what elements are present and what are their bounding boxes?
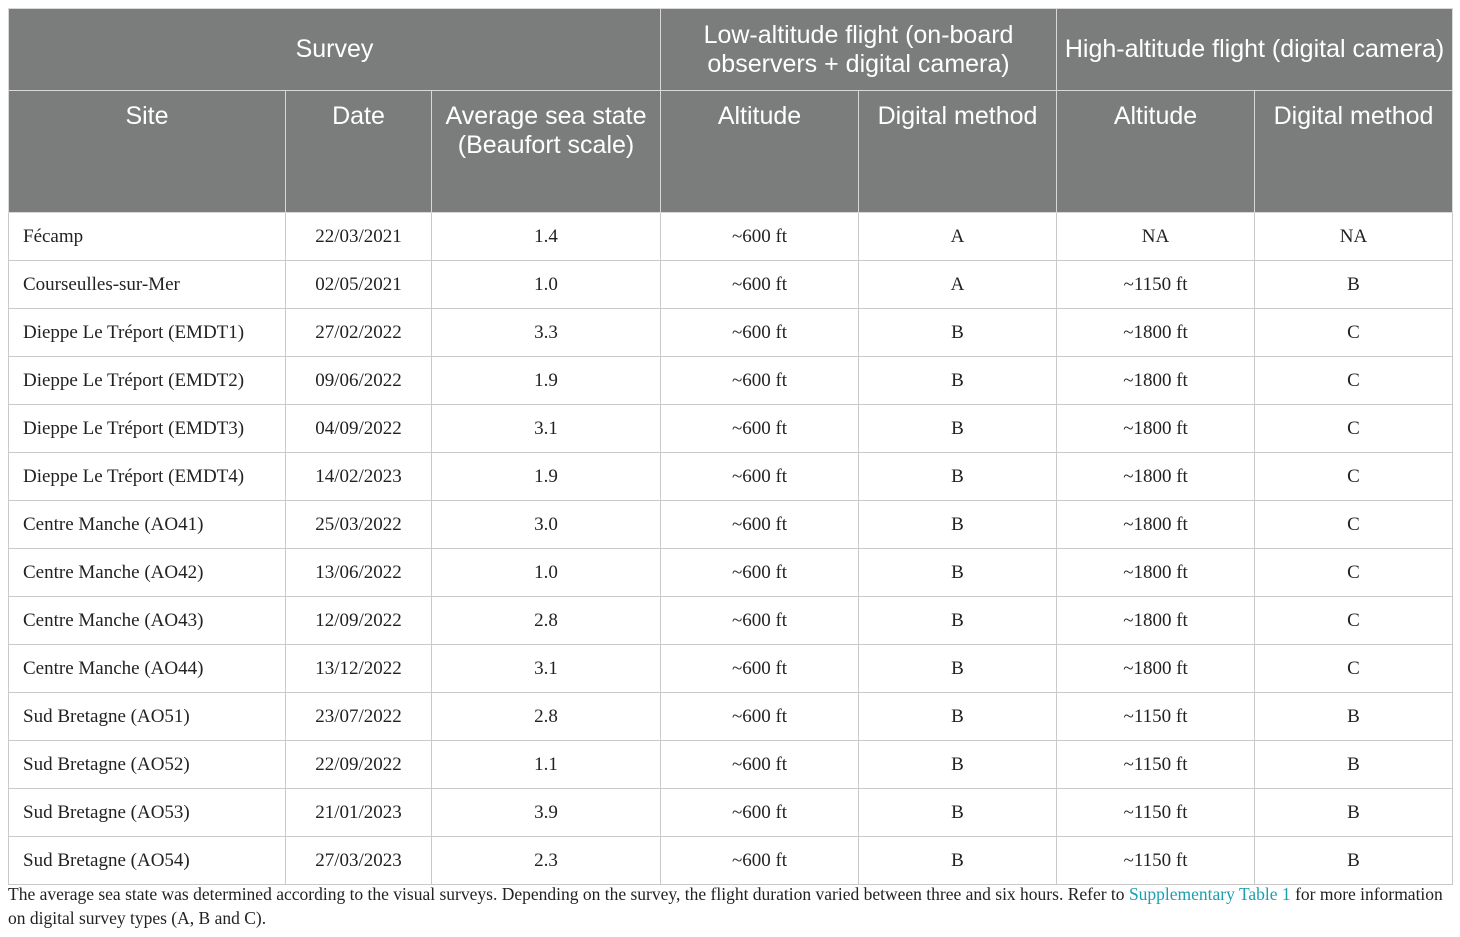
column-header-high-altitude: Altitude — [1057, 91, 1255, 213]
table-footnote — [8, 882, 1456, 930]
cell-sea-state: 3.1 — [432, 405, 661, 453]
cell-site: Centre Manche (AO41) — [9, 501, 286, 549]
cell-low-method: B — [859, 645, 1057, 693]
cell-high-method: B — [1255, 261, 1453, 309]
cell-date: 25/03/2022 — [286, 501, 432, 549]
column-header-row — [9, 91, 1453, 213]
cell-high-method: C — [1255, 645, 1453, 693]
cell-site: Sud Bretagne (AO52) — [9, 741, 286, 789]
cell-date: 23/07/2022 — [286, 693, 432, 741]
cell-site: Fécamp — [9, 213, 286, 261]
table-row — [9, 597, 1453, 645]
cell-site: Dieppe Le Tréport (EMDT3) — [9, 405, 286, 453]
cell-low-altitude: ~600 ft — [661, 741, 859, 789]
cell-high-method: C — [1255, 309, 1453, 357]
table-row — [9, 357, 1453, 405]
cell-low-method: A — [859, 261, 1057, 309]
cell-sea-state: 1.9 — [432, 453, 661, 501]
group-header-survey: Survey — [9, 9, 661, 91]
cell-site: Centre Manche (AO43) — [9, 597, 286, 645]
cell-date: 13/12/2022 — [286, 645, 432, 693]
cell-site: Dieppe Le Tréport (EMDT2) — [9, 357, 286, 405]
group-header-row — [9, 9, 1453, 91]
footnote-text-start: The average sea state was determined according to the visual surveys. Depending on the survey, the flight duration varied between three and six hours. Refer to — [8, 884, 1129, 904]
cell-high-method: C — [1255, 597, 1453, 645]
cell-high-altitude: NA — [1057, 213, 1255, 261]
cell-high-method: C — [1255, 501, 1453, 549]
table-row — [9, 453, 1453, 501]
table-row — [9, 309, 1453, 357]
cell-high-method: NA — [1255, 213, 1453, 261]
cell-high-altitude: ~1150 ft — [1057, 789, 1255, 837]
table-row — [9, 693, 1453, 741]
cell-low-method: B — [859, 405, 1057, 453]
cell-high-altitude: ~1800 ft — [1057, 309, 1255, 357]
cell-high-method: C — [1255, 357, 1453, 405]
cell-sea-state: 1.1 — [432, 741, 661, 789]
cell-high-altitude: ~1800 ft — [1057, 549, 1255, 597]
table-row — [9, 789, 1453, 837]
table-row — [9, 549, 1453, 597]
cell-high-altitude: ~1800 ft — [1057, 405, 1255, 453]
column-header-low-method: Digital method — [859, 91, 1057, 213]
cell-low-altitude: ~600 ft — [661, 405, 859, 453]
column-header-low-altitude: Altitude — [661, 91, 859, 213]
footnote-text-end: for more information on digital survey types (A, B and C). — [8, 884, 1443, 928]
table-row — [9, 645, 1453, 693]
cell-low-method: B — [859, 549, 1057, 597]
cell-low-altitude: ~600 ft — [661, 357, 859, 405]
cell-sea-state: 2.3 — [432, 837, 661, 885]
cell-high-altitude: ~1150 ft — [1057, 261, 1255, 309]
cell-low-method: B — [859, 597, 1057, 645]
cell-high-method: C — [1255, 549, 1453, 597]
cell-low-method: A — [859, 213, 1057, 261]
table-row — [9, 837, 1453, 885]
cell-date: 12/09/2022 — [286, 597, 432, 645]
cell-low-altitude: ~600 ft — [661, 597, 859, 645]
column-header-site: Site — [9, 91, 286, 213]
cell-low-altitude: ~600 ft — [661, 789, 859, 837]
table-row — [9, 213, 1453, 261]
cell-date: 02/05/2021 — [286, 261, 432, 309]
cell-high-method: B — [1255, 741, 1453, 789]
cell-site: Sud Bretagne (AO54) — [9, 837, 286, 885]
column-header-sea-state: Average sea state (Beaufort scale) — [432, 91, 661, 213]
cell-low-method: B — [859, 501, 1057, 549]
cell-sea-state: 3.1 — [432, 645, 661, 693]
cell-high-altitude: ~1800 ft — [1057, 453, 1255, 501]
cell-date: 13/06/2022 — [286, 549, 432, 597]
cell-high-method: B — [1255, 789, 1453, 837]
cell-low-altitude: ~600 ft — [661, 549, 859, 597]
cell-low-altitude: ~600 ft — [661, 309, 859, 357]
cell-high-method: C — [1255, 453, 1453, 501]
cell-site: Courseulles-sur-Mer — [9, 261, 286, 309]
cell-sea-state: 1.4 — [432, 213, 661, 261]
cell-high-method: C — [1255, 405, 1453, 453]
cell-high-altitude: ~1800 ft — [1057, 357, 1255, 405]
cell-low-method: B — [859, 741, 1057, 789]
cell-sea-state: 3.0 — [432, 501, 661, 549]
cell-low-altitude: ~600 ft — [661, 837, 859, 885]
table-row — [9, 501, 1453, 549]
column-header-high-method: Digital method — [1255, 91, 1453, 213]
cell-high-altitude: ~1800 ft — [1057, 501, 1255, 549]
cell-low-method: B — [859, 789, 1057, 837]
cell-high-method: B — [1255, 837, 1453, 885]
cell-sea-state: 3.9 — [432, 789, 661, 837]
cell-date: 22/09/2022 — [286, 741, 432, 789]
table-body — [9, 213, 1453, 885]
cell-high-altitude: ~1150 ft — [1057, 837, 1255, 885]
survey-table — [8, 8, 1453, 885]
cell-low-altitude: ~600 ft — [661, 261, 859, 309]
supplementary-table-link[interactable]: Supplementary Table 1 — [1128, 884, 1291, 904]
cell-sea-state: 2.8 — [432, 693, 661, 741]
cell-low-method: B — [859, 837, 1057, 885]
cell-date: 22/03/2021 — [286, 213, 432, 261]
cell-low-method: B — [859, 453, 1057, 501]
cell-sea-state: 1.0 — [432, 261, 661, 309]
cell-date: 14/02/2023 — [286, 453, 432, 501]
table-header — [9, 9, 1453, 213]
group-header-low-altitude: Low-altitude flight (on-board observers + digital camera) — [661, 9, 1057, 91]
table-row — [9, 405, 1453, 453]
cell-high-altitude: ~1800 ft — [1057, 645, 1255, 693]
cell-site: Centre Manche (AO42) — [9, 549, 286, 597]
cell-date: 27/03/2023 — [286, 837, 432, 885]
cell-low-altitude: ~600 ft — [661, 453, 859, 501]
cell-low-altitude: ~600 ft — [661, 645, 859, 693]
cell-site: Sud Bretagne (AO53) — [9, 789, 286, 837]
table-row — [9, 741, 1453, 789]
cell-sea-state: 3.3 — [432, 309, 661, 357]
cell-site: Centre Manche (AO44) — [9, 645, 286, 693]
cell-high-method: B — [1255, 693, 1453, 741]
cell-site: Sud Bretagne (AO51) — [9, 693, 286, 741]
cell-date: 27/02/2022 — [286, 309, 432, 357]
cell-date: 09/06/2022 — [286, 357, 432, 405]
cell-low-method: B — [859, 357, 1057, 405]
cell-date: 21/01/2023 — [286, 789, 432, 837]
cell-high-altitude: ~1150 ft — [1057, 693, 1255, 741]
cell-low-altitude: ~600 ft — [661, 501, 859, 549]
column-header-date: Date — [286, 91, 432, 213]
cell-low-altitude: ~600 ft — [661, 693, 859, 741]
cell-date: 04/09/2022 — [286, 405, 432, 453]
cell-high-altitude: ~1800 ft — [1057, 597, 1255, 645]
table-row — [9, 261, 1453, 309]
cell-low-method: B — [859, 693, 1057, 741]
cell-sea-state: 2.8 — [432, 597, 661, 645]
cell-site: Dieppe Le Tréport (EMDT4) — [9, 453, 286, 501]
cell-low-method: B — [859, 309, 1057, 357]
cell-high-altitude: ~1150 ft — [1057, 741, 1255, 789]
cell-sea-state: 1.0 — [432, 549, 661, 597]
cell-sea-state: 1.9 — [432, 357, 661, 405]
group-header-high-altitude: High-altitude flight (digital camera) — [1057, 9, 1453, 91]
cell-site: Dieppe Le Tréport (EMDT1) — [9, 309, 286, 357]
cell-low-altitude: ~600 ft — [661, 213, 859, 261]
